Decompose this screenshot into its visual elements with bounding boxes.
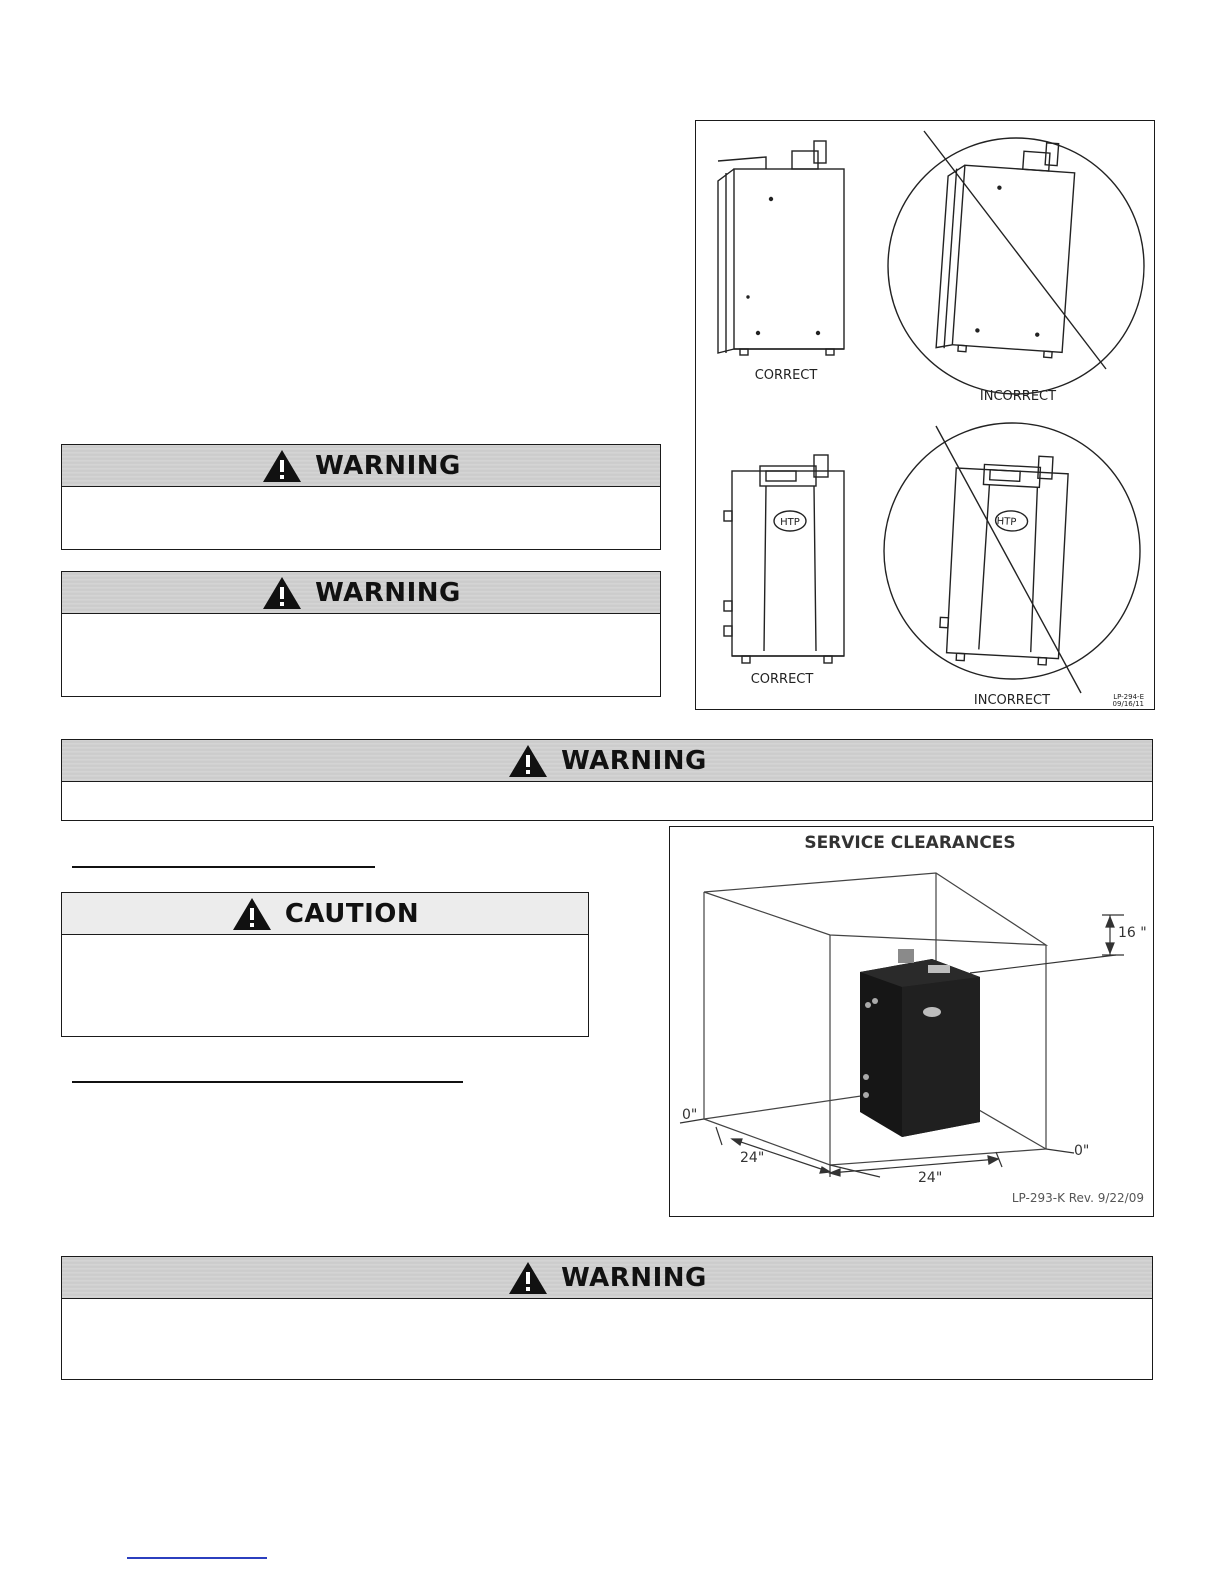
dimension-front-right	[830, 1152, 1002, 1177]
warning-triangle-icon	[261, 575, 303, 611]
warning-title: WARNING	[315, 450, 461, 481]
footer-link[interactable]	[127, 1557, 267, 1559]
warning-title: WARNING	[561, 745, 707, 776]
warning-triangle-icon	[507, 1260, 549, 1296]
warning-header	[62, 572, 660, 614]
warning-box-3	[61, 739, 1153, 821]
dimension-front-right-label: 24"	[918, 1170, 943, 1186]
figure-code-line2: 09/16/11	[1112, 700, 1144, 708]
boiler-side-view-incorrect	[888, 131, 1144, 394]
label-incorrect-bottom: INCORRECT	[973, 693, 1051, 708]
caution-triangle-icon	[231, 896, 273, 932]
label-correct-bottom: CORRECT	[750, 672, 814, 687]
service-clearances-figure	[669, 826, 1154, 1217]
dimension-top-label: 16 "	[1118, 925, 1147, 941]
boiler-front-view-correct	[724, 455, 844, 663]
warning-title: WARNING	[561, 1262, 707, 1293]
warning-triangle-icon	[507, 743, 549, 779]
warning-box-4	[61, 1256, 1153, 1380]
dimension-front-left-label: 24"	[740, 1150, 765, 1166]
htp-logo-correct: HTP	[780, 517, 800, 528]
warning-header	[62, 740, 1152, 782]
warning-header	[62, 1257, 1152, 1299]
warning-box-2	[61, 571, 661, 697]
boiler-side-view-correct	[718, 141, 844, 355]
caution-header	[62, 893, 588, 935]
dimension-right-line	[1046, 1149, 1074, 1153]
warning-triangle-icon	[261, 448, 303, 484]
figure-code-line1: LP-294-E	[1113, 693, 1144, 701]
boiler-unit	[860, 949, 980, 1137]
label-correct-top: CORRECT	[754, 368, 818, 383]
warning-title: WARNING	[315, 577, 461, 608]
warning-header	[62, 445, 660, 487]
dimension-right-label: 0"	[1074, 1143, 1090, 1159]
label-incorrect-top: INCORRECT	[979, 389, 1057, 404]
warning-box-1	[61, 444, 661, 550]
dimension-top	[970, 915, 1124, 973]
caution-title: CAUTION	[284, 898, 420, 929]
caution-box	[61, 892, 589, 1037]
clearances-title: SERVICE CLEARANCES	[804, 833, 1016, 853]
clearances-figure-code: LP-293-K Rev. 9/22/09	[1011, 1191, 1144, 1205]
htp-logo-incorrect: HTP	[996, 516, 1017, 529]
section-heading-underline-2	[72, 1081, 463, 1083]
dimension-left-label: 0"	[682, 1107, 698, 1123]
level-installation-figure	[695, 120, 1155, 710]
section-heading-underline-1	[72, 866, 375, 868]
boiler-front-view-incorrect	[884, 423, 1140, 693]
